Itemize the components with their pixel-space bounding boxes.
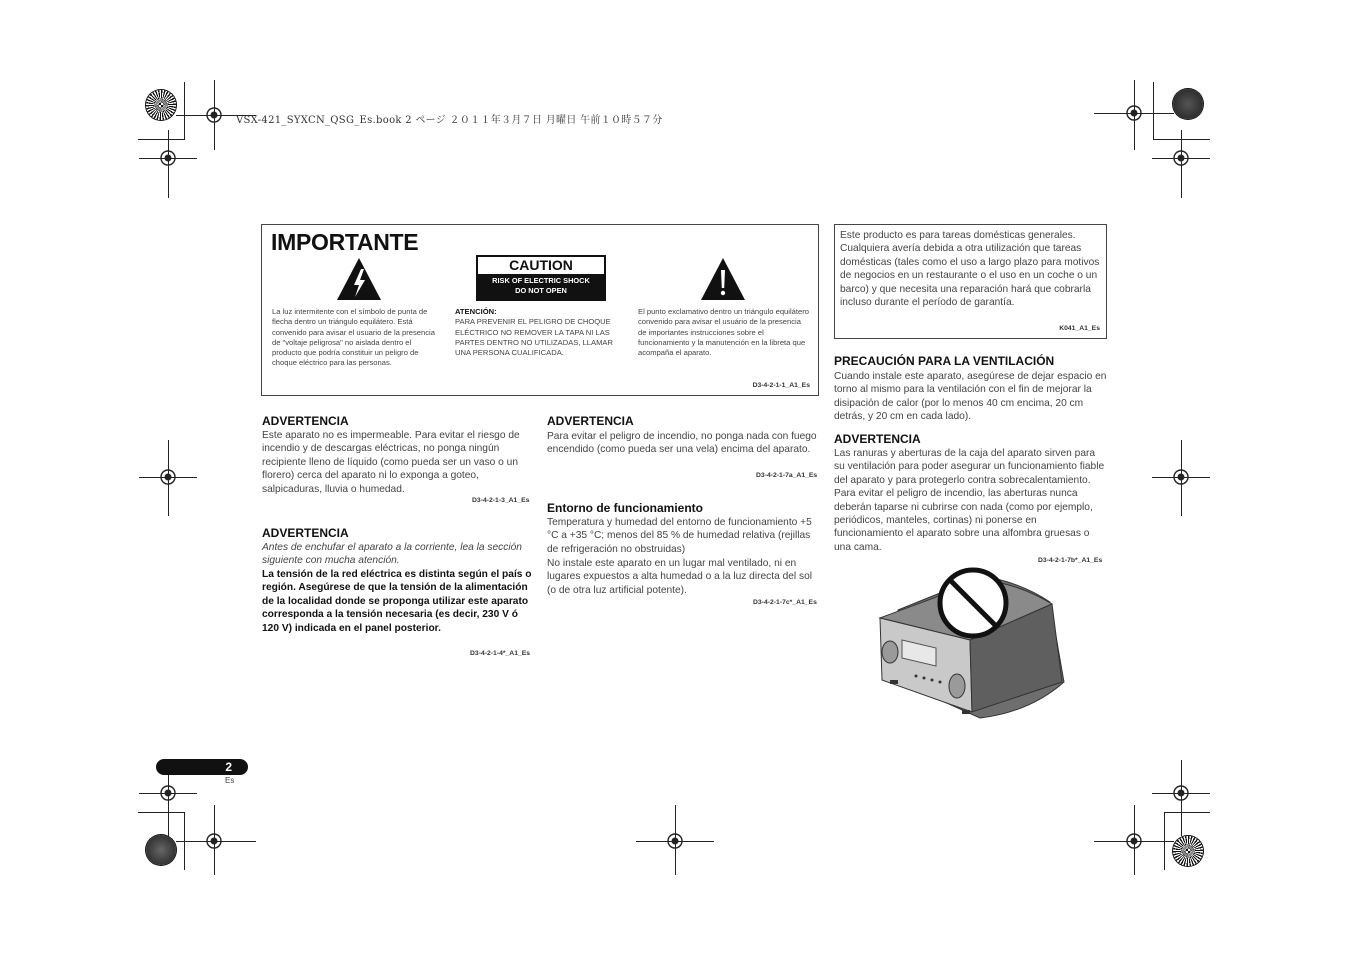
reference-code: D3-4-2-1-1_A1_Es — [752, 382, 810, 389]
section-heading: PRECAUCIÓN PARA LA VENTILACIÓN — [834, 354, 1055, 368]
reference-code: D3-4-2-1-4*_A1_Es — [470, 650, 531, 657]
exclamation-warning-icon — [700, 257, 746, 301]
registration-target-icon — [202, 103, 226, 127]
note-box — [834, 224, 1107, 339]
color-rosette-icon — [146, 90, 176, 120]
caution-label — [476, 255, 606, 301]
color-rosette-icon — [146, 835, 176, 865]
registration-target-icon — [1169, 465, 1193, 489]
reference-code: D3-4-2-1-7b*_A1_Es — [1038, 557, 1103, 564]
paragraph: Este producto es para tareas domésticas generales. Cualquiera avería debida a otra utilización que tareas domésticas (tales como el uso a largo plazo para motivos de negocios en un restaurante o el uso en un coche o un barco) y que necesita una reparación hará que cobrarla incluso durante el período de garantía. — [840, 230, 1100, 309]
bold-paragraph: La tensión de la red eléctrica es distinta según el país o región. Asegúrese de que la tensión de la alimentación de la localidad donde se proponga utilizar este aparato corresponda a la tensión necesaria (es decir, 230 V ó 120 V) indicada en el panel posterior. — [262, 569, 532, 634]
file-header-line: VSX-421_SYXCN_QSG_Es.book 2 ページ ２０１１年３月７日 月曜日 午前１０時５７分 — [236, 115, 663, 126]
registration-target-icon — [202, 829, 226, 853]
reference-code: D3-4-2-1-3_A1_Es — [472, 497, 530, 504]
exclamation-explanation: El punto exclamativo dentro un triángulo equilátero convenido para avisar el usuário de la presencia de importantes instrucciones sobre el funcionamiento y la manutención en la libreta que acompaña el aparato. — [638, 307, 809, 358]
registration-target-icon — [1169, 781, 1193, 805]
color-rosette-icon — [1173, 836, 1203, 866]
color-rosette-icon — [1173, 89, 1203, 119]
registration-target-icon — [156, 465, 180, 489]
caution-sub-line-2: DO NOT OPEN — [515, 286, 567, 295]
reference-code: D3-4-2-1-7c*_A1_Es — [753, 599, 817, 606]
importante-title: IMPORTANTE — [271, 229, 419, 255]
paragraph: Para evitar el peligro de incendio, no ponga nada con fuego encendido (como pueda ser una vela) encima del aparato. — [547, 431, 817, 456]
language-code: Es — [225, 776, 235, 785]
paragraph: Cuando instale este aparato, asegúrese de dejar espacio en torno al mismo para la ventilación con el fin de mejorar la disipación de calor (por lo menos 40 cm encima, 20 cm detrás, y 20 cm en cada lado). — [834, 371, 1107, 423]
registration-target-icon — [1122, 101, 1146, 125]
lightning-explanation: La luz intermitente con el símbolo de punta de flecha dentro un triángulo equilátero. Está convenido para avisar el usuario de la presencia de "voltaje peligrosa" no aislada dentro el producto que podría constituir un peligro de choque eléctrico para las personas. — [272, 307, 435, 368]
section-heading: Entorno de funcionamiento — [547, 501, 703, 515]
electric-shock-warning-icon — [336, 257, 382, 301]
caution-title: CAUTION — [478, 257, 604, 274]
caution-sub-line-1: RISK OF ELECTRIC SHOCK — [492, 276, 590, 285]
section-heading: ADVERTENCIA — [834, 432, 921, 446]
paragraph: Las ranuras y aberturas de la caja del aparato sirven para su ventilación para poder asegurar un funcionamiento fiable del aparato y para protegerlo contra sobrecalentamiento. Para evitar el peligro de incendio, las aberturas nunca deberán taparse ni cubrirse con nada (como por ejemplo, periódicos, manteles, cortinas) ni ponerse en funcionamiento el aparato sobre una alfombra gruesas o una cama. — [834, 448, 1105, 553]
paragraph: Este aparato no es impermeable. Para evitar el riesgo de incendio y de descargas eléctricas, no ponga ningún recipiente lleno de líquido (como pueda ser un vaso o un florero) cerca del aparato ni lo exponga a goteo, salpicaduras, lluvia o humedad. — [262, 430, 520, 495]
prohibited-icon — [936, 566, 1010, 640]
italic-paragraph: Antes de enchufar el aparato a la corriente, lea la sección siguiente con mucha atención. — [262, 542, 522, 567]
registration-target-icon — [156, 146, 180, 170]
paragraph: No instale este aparato en un lugar mal ventilado, ni en lugares expuestos a alta humedad o a la luz directa del sol (o de otra luz artificial potente). — [547, 558, 813, 596]
importante-box — [261, 224, 819, 396]
paragraph: Temperatura y humedad del entorno de funcionamiento +5 °C a +35 °C; menos del 85 % de humedad relativa (rejillas de refrigeración no obstruidas) — [547, 517, 812, 555]
section-heading: ADVERTENCIA — [262, 526, 349, 540]
registration-target-icon — [156, 781, 180, 805]
reference-code: D3-4-2-1-7a_A1_Es — [756, 472, 818, 479]
registration-target-icon — [1169, 146, 1193, 170]
atencion-text: PARA PREVENIR EL PELIGRO DE CHOQUE ELÉCTRICO NO REMOVER LA TAPA NI LAS PARTES DENTRO NO UTILIZADAS, LLAMAR UNA PERSONA CUALIFICADA. — [455, 317, 613, 358]
caution-subtitle — [476, 276, 606, 296]
page-number: 2 — [225, 760, 232, 774]
registration-target-icon — [663, 829, 687, 853]
atencion-label: ATENCIÓN: — [455, 307, 497, 316]
section-heading: ADVERTENCIA — [547, 414, 634, 428]
reference-code: K041_A1_Es — [1059, 325, 1100, 332]
atencion-block — [455, 307, 627, 358]
registration-target-icon — [1122, 829, 1146, 853]
page-number-badge — [156, 759, 248, 775]
section-heading: ADVERTENCIA — [262, 414, 349, 428]
